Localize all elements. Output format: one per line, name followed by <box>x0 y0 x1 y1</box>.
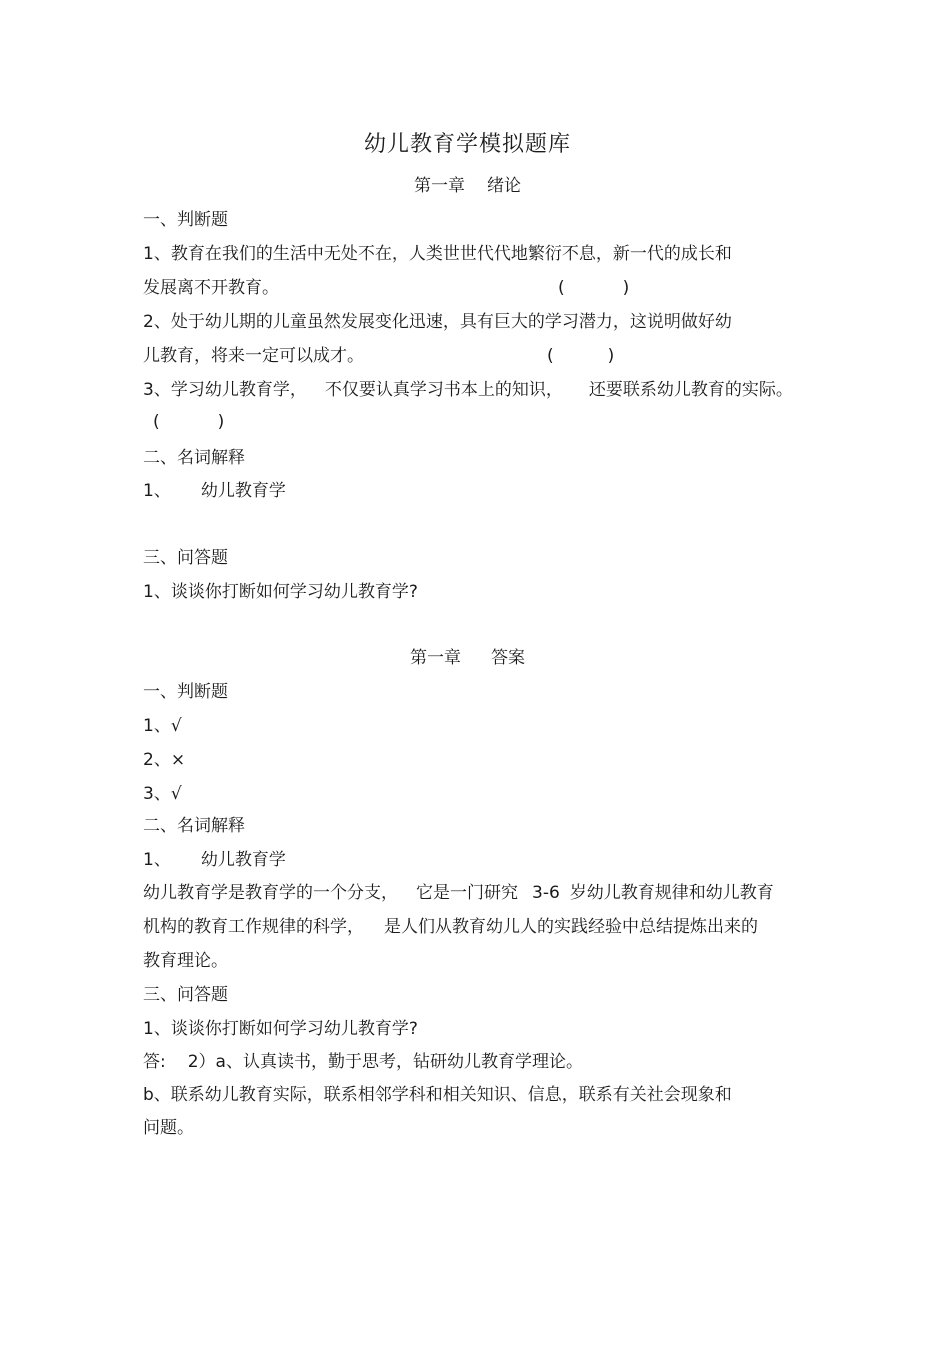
answers-qa-question-1: 1、谈谈你打断如何学习幼儿教育学? <box>143 1019 418 1039</box>
question-2-line-1: 2、处于幼儿期的儿童虽然发展变化迅速，具有巨大的学习潜力，这说明做好幼 <box>143 312 732 332</box>
paren-open: ( <box>153 412 160 432</box>
question-3-part-1: 3、学习幼儿教育学， <box>143 380 307 400</box>
question-1-line-1: 1、教育在我们的生活中无处不在，人类世世代代地繁衍不息，新一代的成长和 <box>143 244 732 264</box>
paren-open: ( <box>558 278 565 298</box>
answers-chapter-heading <box>0 646 935 670</box>
question-3-part-3: 还要联系幼儿教育的实际。 <box>588 380 793 400</box>
definition-part-a: 机构的教育工作规律的科学， <box>143 917 364 937</box>
answer-line-1-text: 2）a、认真读书，勤于思考，钻研幼儿教育学理论。 <box>187 1052 583 1072</box>
answer-blank-2 <box>547 344 614 368</box>
answers-judge-heading: 一、判断题 <box>143 682 228 702</box>
answer-text-line-2: b、联系幼儿教育实际，联系相邻学科和相关知识、信息，联系有关社会现象和 <box>143 1085 732 1105</box>
chapter-name: 答案 <box>491 648 525 668</box>
term-text: 幼儿教育学 <box>200 850 286 870</box>
term-section-heading: 二、名词解释 <box>143 448 245 468</box>
answer-blank-3 <box>153 410 224 434</box>
term-number: 1、 <box>143 481 171 501</box>
term-text: 幼儿教育学 <box>200 481 286 501</box>
paren-close: ) <box>217 412 225 432</box>
question-3-line-1 <box>143 378 793 402</box>
definition-part-d: 岁幼儿教育规律和幼儿教育 <box>569 883 774 903</box>
paren-close: ) <box>607 346 615 366</box>
definition-age-range: 3-6 <box>532 883 560 903</box>
answer-judge-1: 1、√ <box>143 716 182 736</box>
answer-blank-1 <box>558 276 629 300</box>
chapter-number: 第一章 <box>414 176 465 196</box>
chapter-name: 绪论 <box>487 176 521 196</box>
definition-part-a: 幼儿教育学是教育学的一个分支， <box>143 883 398 903</box>
definition-part-b: 是人们从教育幼儿人的实践经验中总结提炼出来的 <box>384 917 758 937</box>
question-1-line-2: 发展离不开教育。 <box>143 278 279 298</box>
term-item-1 <box>143 479 286 503</box>
question-3-part-2: 不仅要认真学习书本上的知识， <box>324 380 563 400</box>
definition-line-1 <box>143 881 774 905</box>
chapter-heading <box>0 174 935 198</box>
answer-text-line-1 <box>143 1050 583 1074</box>
chapter-number: 第一章 <box>410 648 461 668</box>
answer-judge-2: 2、× <box>143 750 186 770</box>
answers-term-item-1 <box>143 848 286 872</box>
definition-line-3: 教育理论。 <box>143 951 228 971</box>
answer-label: 答: <box>143 1052 166 1072</box>
qa-question-1: 1、谈谈你打断如何学习幼儿教育学? <box>143 582 418 602</box>
answer-judge-3: 3、√ <box>143 784 182 804</box>
answer-text-line-3: 问题。 <box>143 1118 194 1138</box>
answers-term-heading: 二、名词解释 <box>143 816 245 836</box>
term-number: 1、 <box>143 850 171 870</box>
document-title: 幼儿教育学模拟题库 <box>363 132 571 157</box>
question-2-line-2: 儿教育，将来一定可以成才。 <box>143 346 364 366</box>
qa-section-heading: 三、问答题 <box>143 548 228 568</box>
definition-part-b: 它是一门研究 <box>416 883 518 903</box>
answers-qa-heading: 三、问答题 <box>143 985 228 1005</box>
judge-section-heading: 一、判断题 <box>143 210 228 230</box>
paren-open: ( <box>547 346 554 366</box>
paren-close: ) <box>622 278 630 298</box>
definition-line-2 <box>143 915 758 939</box>
